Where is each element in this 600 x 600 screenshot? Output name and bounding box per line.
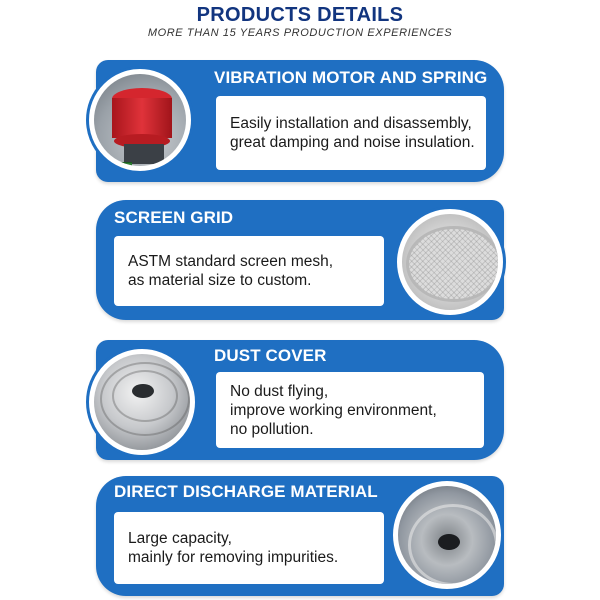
feature-description <box>216 372 484 448</box>
dust-cover-photo <box>94 354 190 450</box>
feature-description-text: Large capacity, mainly for removing impurities. <box>128 530 339 566</box>
page-title: PRODUCTS DETAILS <box>196 4 404 26</box>
feature-description-text: Easily installation and disassembly, great damping and noise insulation. <box>230 115 475 151</box>
page-subtitle: MORE THAN 15 YEARS PRODUCTION EXPERIENCES <box>147 27 453 39</box>
feature-title: DIRECT DISCHARGE MATERIAL <box>114 482 378 501</box>
feature-description-text: No dust flying, improve working environment, no pollution. <box>230 382 437 438</box>
feature-image-frame <box>394 206 506 318</box>
feature-description-text: ASTM standard screen mesh, as material size to custom. <box>128 253 334 289</box>
vibration-motor-photo <box>94 74 186 166</box>
feature-image-frame <box>390 478 504 592</box>
feature-description <box>216 96 486 170</box>
feature-title: SCREEN GRID <box>114 208 234 227</box>
feature-description <box>114 512 384 584</box>
feature-title: VIBRATION MOTOR AND SPRING <box>214 68 488 87</box>
feature-image-frame <box>86 66 194 174</box>
feature-image-frame <box>86 346 198 458</box>
discharge-outlet-photo <box>398 486 496 584</box>
feature-title: DUST COVER <box>214 346 327 365</box>
feature-description <box>114 236 384 306</box>
screen-mesh-photo <box>402 214 498 310</box>
